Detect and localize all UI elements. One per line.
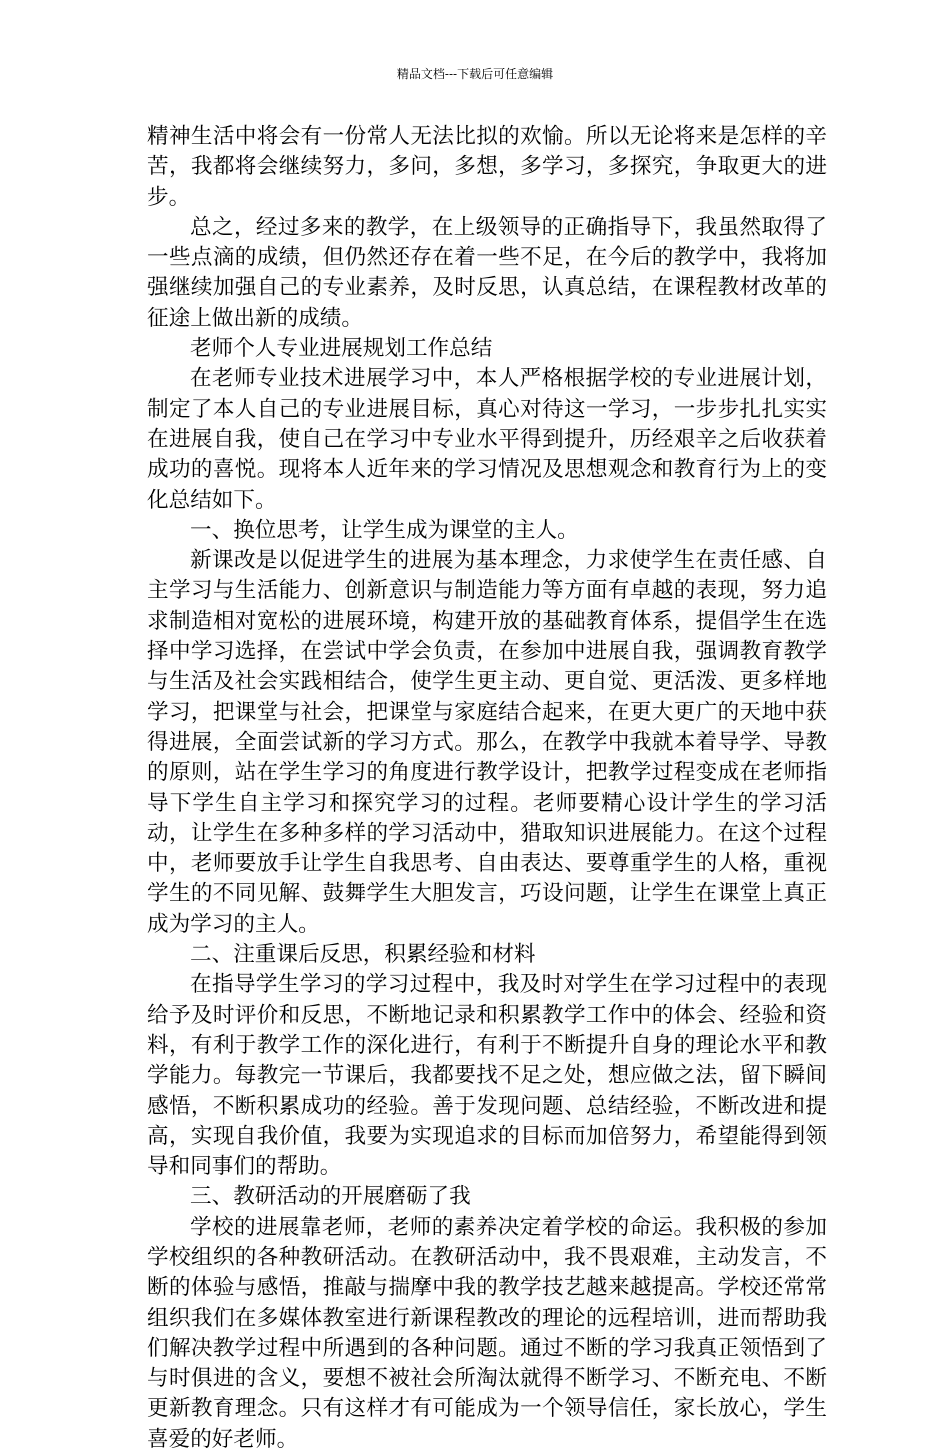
heading-three: 三、教研活动的开展磨砺了我 xyxy=(190,1184,471,1210)
paragraph-continuation: 精神生活中将会有一份常人无法比拟的欢愉。所以无论将来是怎样的辛苦，我都将会继续努力，多问，多想，多学习，多探究，争取更大的进步。 xyxy=(147,124,827,210)
paragraph-summary: 总之，经过多来的教学，在上级领导的正确指导下，我虽然取得了一些点滴的成绩，但仍然还存在着一些不足，在今后的教学中，我将加强继续加强自己的专业素养，及时反思，认真总结，在课程教材改革的征途上做出新的成绩。 xyxy=(147,214,827,331)
heading-two: 二、注重课后反思，积累经验和材料 xyxy=(190,942,536,968)
paragraph-three: 学校的进展靠老师，老师的素养决定着学校的命运。我积极的参加学校组织的各种教研活动。在教研活动中，我不畏艰难，主动发言，不断的体验与感悟，推敲与揣摩中我的教学技艺越来越提高。学校还常常组织我们在多媒体教室进行新课程教改的理论的远程培训，进而帮助我们解决教学过程中所遇到的各种问题。通过不断的学习我真正领悟到了与时俱进的含义，要想不被社会所淘汰就得不断学习、不断充电、不断更新教育理念。只有这样才有可能成为一个领导信任，家长放心，学生喜爱的好老师。 xyxy=(147,1214,827,1452)
paragraph-two: 在指导学生学习的学习过程中，我及时对学生在学习过程中的表现给予及时评价和反思，不断地记录和积累教学工作中的体会、经验和资料，有利于教学工作的深化进行，有利于不断提升自身的理论水平和教学能力。每教完一节课后，我都要找不足之处，想应做之法，留下瞬间感悟，不断积累成功的经验。善于发现问题、总结经验，不断改进和提高，实现自我价值，我要为实现追求的目标而加倍努力，希望能得到领导和同事们的帮助。 xyxy=(147,972,827,1180)
document-body xyxy=(147,122,827,1455)
paragraph-intro: 在老师专业技术进展学习中，本人严格根据学校的专业进展计划，制定了本人自己的专业进展目标，真心对待这一学习，一步步扎扎实实在进展自我，使自己在学习中专业水平得到提升，历经艰辛之后收获着成功的喜悦。现将本人近年来的学习情况及思想观念和教育行为上的变化总结如下。 xyxy=(147,366,827,513)
heading-one: 一、换位思考，让学生成为课堂的主人。 xyxy=(190,517,579,543)
page-header: 精品文档---下载后可任意编辑 xyxy=(396,67,554,81)
paragraph-one: 新课改是以促进学生的进展为基本理念，力求使学生在责任感、自主学习与生活能力、创新意识与制造能力等方面有卓越的表现，努力追求制造相对宽松的进展环境，构建开放的基础教育体系，提倡学生在选择中学习选择，在尝试中学会负责，在参加中进展自我，强调教育教学与生活及社会实践相结合，使学生更主动、更自觉、更活泼、更多样地学习，把课堂与社会，把课堂与家庭结合起来，在更大更广的天地中获得进展，全面尝试新的学习方式。那么，在教学中我就本着导学、导教的原则，站在学生学习的角度进行教学设计，把教学过程变成在老师指导下学生自主学习和探究学习的过程。老师要精心设计学生的学习活动，让学生在多种多样的学习活动中，猎取知识进展能力。在这个过程中，老师要放手让学生自我思考、自由表达、要尊重学生的人格，重视学生的不同见解、鼓舞学生大胆发言，巧设问题，让学生在课堂上真正成为学习的主人。 xyxy=(147,548,827,937)
section-title: 老师个人专业进展规划工作总结 xyxy=(190,336,493,362)
